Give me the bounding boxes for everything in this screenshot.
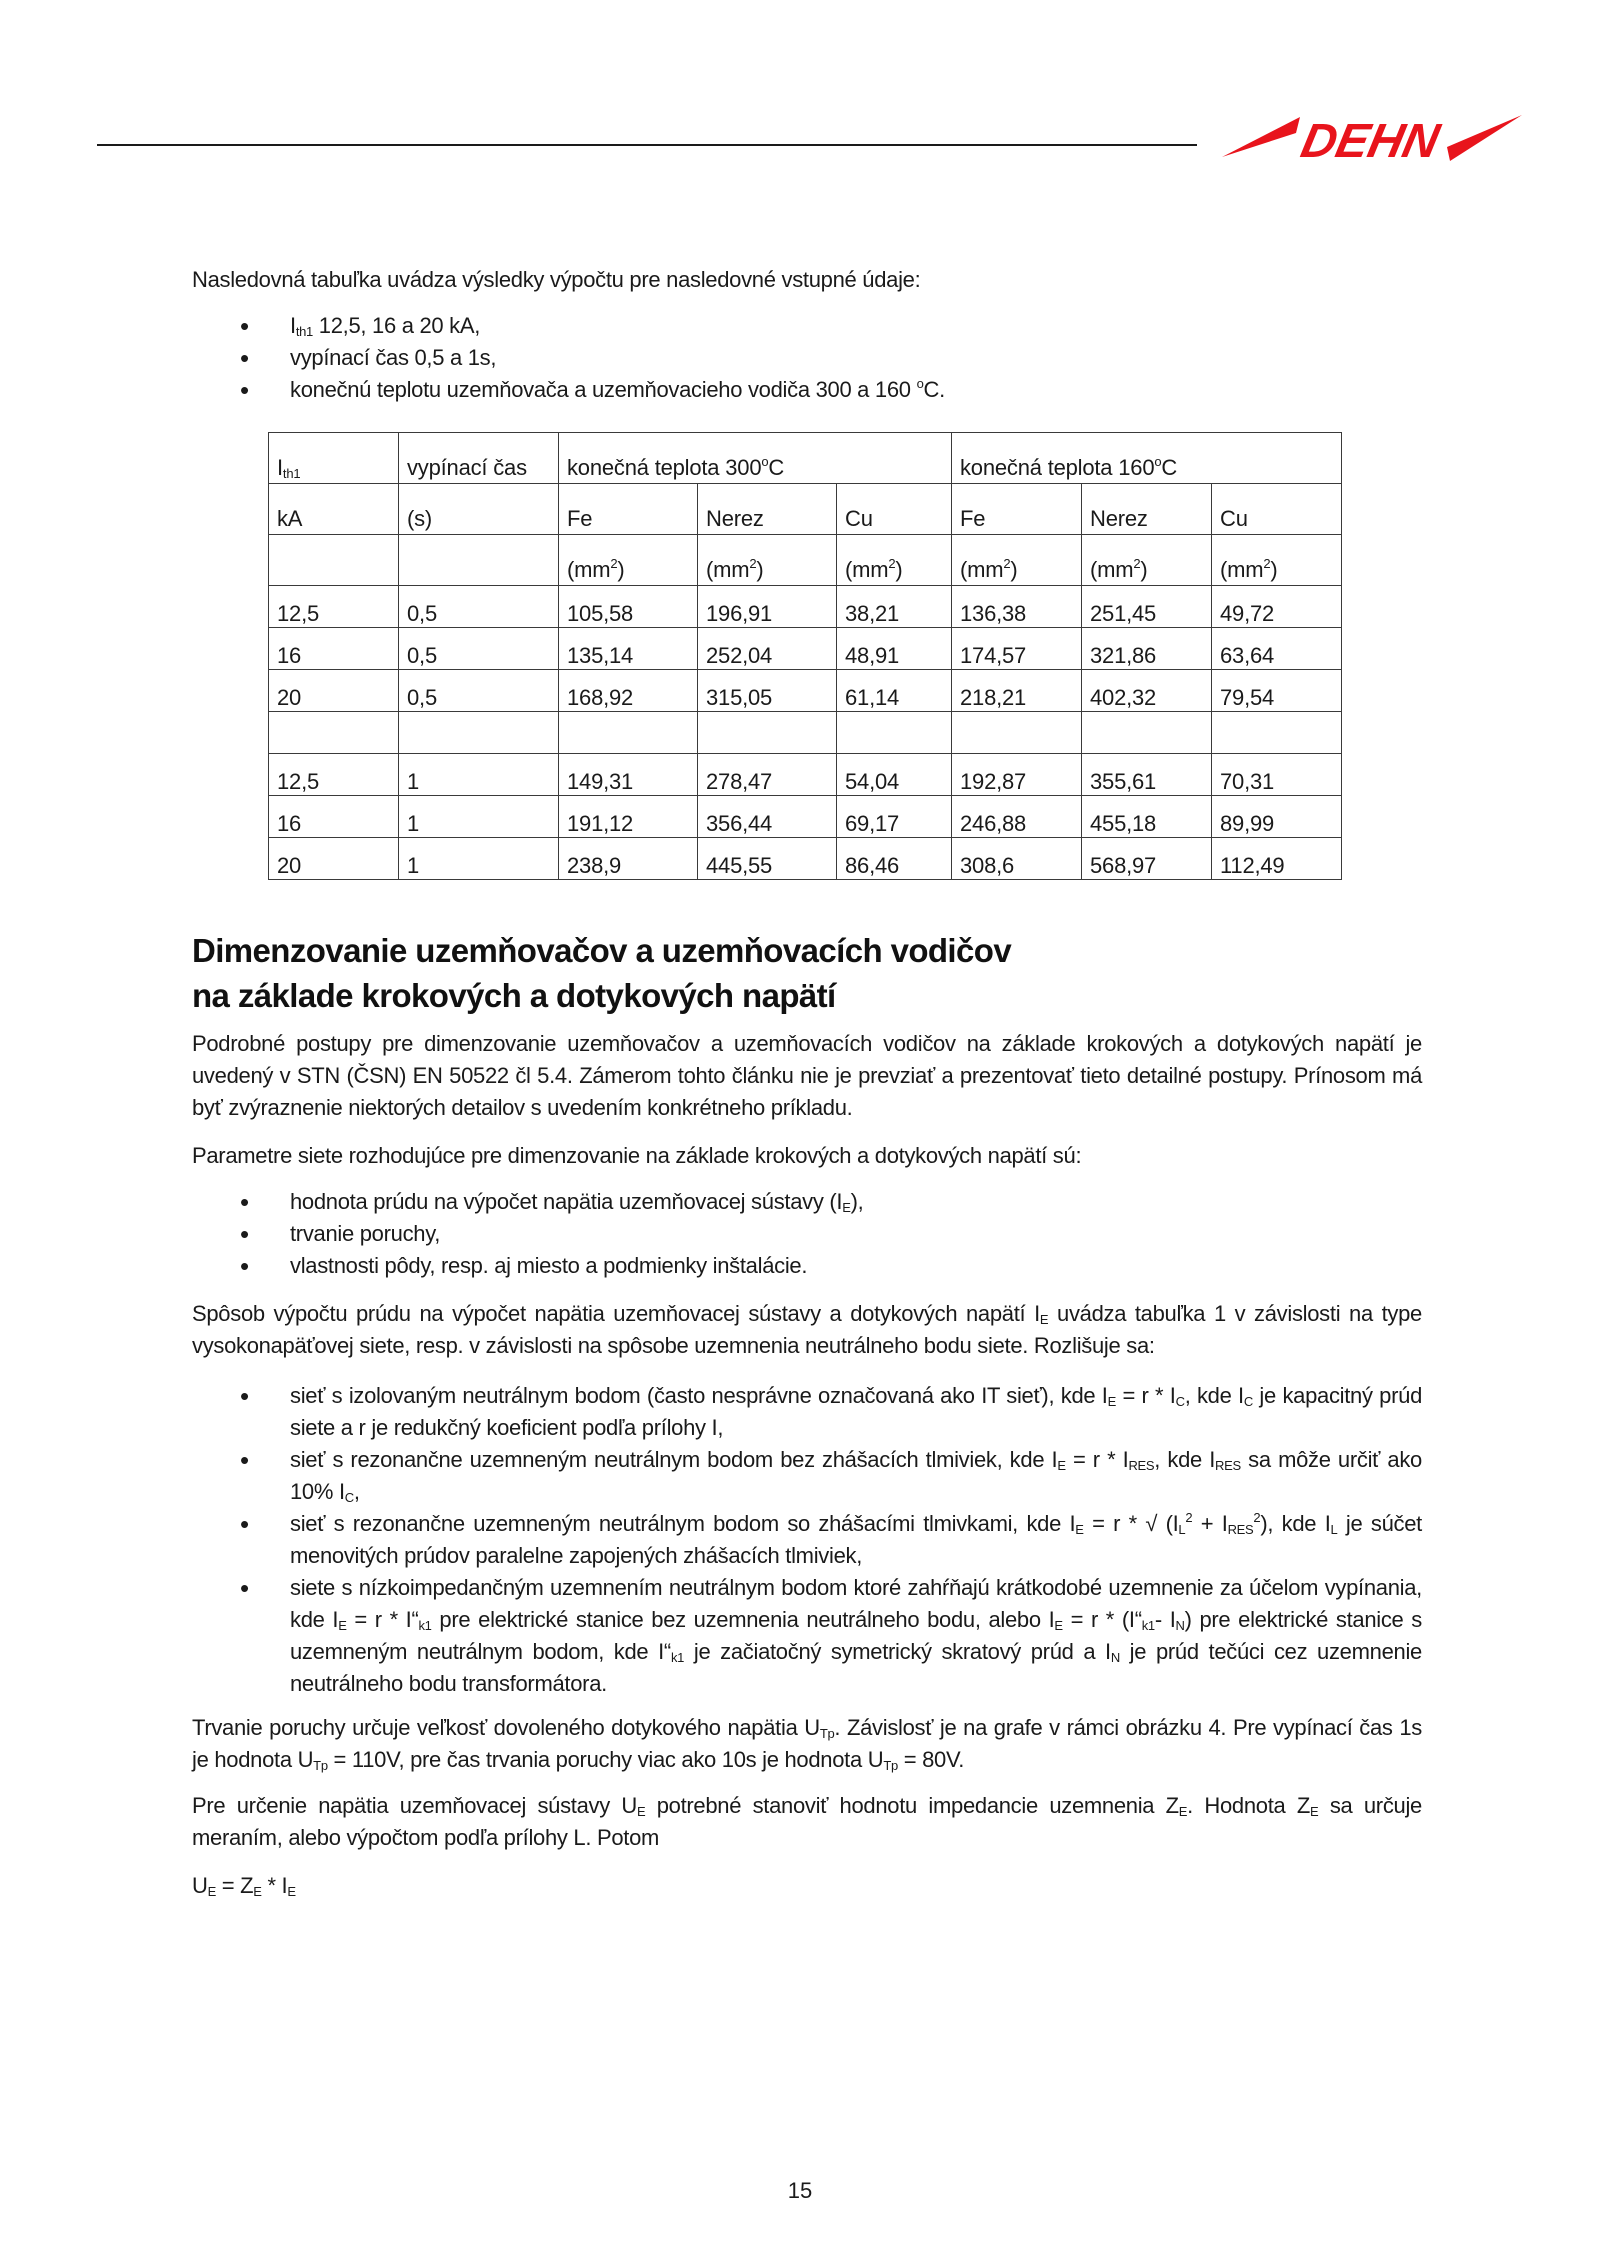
header-rule: [97, 144, 1197, 146]
table-cell: 105,58: [559, 586, 698, 628]
table-cell: 86,46: [837, 838, 952, 880]
unit-cell: $(mm^2)$: [698, 535, 837, 586]
list-item: • trvanie poruchy,: [192, 1218, 1422, 1250]
table-row: [269, 586, 1342, 628]
dehn-logo: [1222, 95, 1522, 175]
network-parameters-list: [192, 1186, 1422, 1282]
intro-text: Nasledovná tabuľka uvádza výsledky výpočtu pre nasledovné vstupné údaje:: [192, 267, 921, 292]
table-cell: 149,31: [559, 754, 698, 796]
table-cell: 568,97: [1082, 838, 1212, 880]
paragraph: Spôsob výpočtu prúdu na výpočet napätia uzemňovacej sústavy a dotykových napätí $I_E$ uvádza tabuľka 1 v závislosti na type vysokonapäťovej siete, resp. v závislosti na spôsobe uzemnenia neutrálneho bodu siete. Rozlišuje sa:: [192, 1301, 1422, 1358]
table-cell: 168,92: [559, 670, 698, 712]
list-item: • siete s nízkoimpedančným uzemnením neutrálnym bodom ktoré zahŕňajú krátkodobé uzemnenie za účelom vypínania, kde $I_E = r$ * $I“_{k1}$ pre elektrické stanice bez uzemnenia neutrálneho bodu, alebo $I_E = r$ * ($I“_{k1}-$ $I_N$) pre elektrické stanice s uzemneným neutrálnym bodom, kde $I“_{k1}$ je začiatočný symetrický skratový prúd a $I_N$ je prúd tečúci cez uzemnenie neutrálneho bodu transformátora.: [192, 1572, 1422, 1700]
table-cell: 252,04: [698, 628, 837, 670]
table-cell: 135,14: [559, 628, 698, 670]
table-cell: [952, 712, 1082, 754]
table-header-group-300: konečná teplota 300$^o$C: [559, 433, 952, 484]
table-cell: 0,5: [399, 670, 559, 712]
table-cell: [1212, 712, 1342, 754]
dehn-logo-icon: [1222, 95, 1522, 175]
table-cell: 174,57: [952, 628, 1082, 670]
list-item: • sieť s izolovaným neutrálnym bodom (často nesprávne označovaná ako IT sieť), kde $I_E = r * I_C$, kde $I_C$ je kapacitný prúd siete a r je redukčný koeficient podľa prílohy I,: [192, 1380, 1422, 1444]
table-cell: 1: [399, 838, 559, 880]
table-cell: 0,5: [399, 586, 559, 628]
table-header-group-160: konečná teplota 160$^o$C: [952, 433, 1342, 484]
table-cell: 63,64: [1212, 628, 1342, 670]
table-header-cell: $I_{th1}$: [269, 433, 399, 484]
list-item: • vlastnosti pôdy, resp. aj miesto a podmienky inštalácie.: [192, 1250, 1422, 1282]
table-cell: 20: [269, 838, 399, 880]
section-block: [192, 928, 1422, 1902]
table-header-cell: vypínací čas: [399, 433, 559, 484]
table-cell: 445,55: [698, 838, 837, 880]
table-row: [269, 754, 1342, 796]
section-heading: Dimenzovanie uzemňovačov a uzemňovacích vodičov na základe krokových a dotykových napätí: [192, 932, 1012, 1014]
table-cell: 308,6: [952, 838, 1082, 880]
table-cell: 61,14: [837, 670, 952, 712]
network-types-list: [192, 1380, 1422, 1700]
list-item: • hodnota prúdu na výpočet napätia uzemňovacej sústavy $(I_E)$,: [192, 1186, 1422, 1218]
intro-block: [192, 264, 1422, 406]
table-cell: 402,32: [1082, 670, 1212, 712]
table-cell: 1: [399, 796, 559, 838]
table-cell: 356,44: [698, 796, 837, 838]
table-cell: 218,21: [952, 670, 1082, 712]
table-cell: 192,87: [952, 754, 1082, 796]
table-header-row: [269, 433, 1342, 484]
table-header-cell: (s): [399, 484, 559, 535]
table-cell: 251,45: [1082, 586, 1212, 628]
table-cell: 196,91: [698, 586, 837, 628]
list-item: • sieť s rezonančne uzemneným neutrálnym bodom so zhášacími tlmivkami, kde $I_E = r$ * √ $(I_L^2 + I_{RES}^2)$, kde $I_L$ je súčet menovitých prúdov paralelne zapojených zhášacích tlmiviek,: [192, 1508, 1422, 1572]
list-item: • vypínací čas 0,5 a 1s,: [192, 342, 1422, 374]
logo-text: DEHN: [1296, 114, 1444, 168]
unit-cell: $(mm^2)$: [952, 535, 1082, 586]
input-parameters-list: [192, 310, 1422, 406]
table-row: [269, 796, 1342, 838]
table-header-cell: Fe: [952, 484, 1082, 535]
table-cell: 238,9: [559, 838, 698, 880]
table-cell: 0,5: [399, 628, 559, 670]
table-cell: [399, 712, 559, 754]
table-cell: 79,54: [1212, 670, 1342, 712]
paragraph: Parametre siete rozhodujúce pre dimenzovanie na základe krokových a dotykových napätí sú:: [192, 1143, 1082, 1168]
paragraph: Podrobné postupy pre dimenzovanie uzemňovačov a uzemňovacích vodičov na základe krokových a dotykových napätí je uvedený v STN (ČSN) EN 50522 čl 5.4. Zámerom tohto článku nie je prevziať a prezentovať tieto detailné postupy. Prínosom má byť zvýraznenie niektorých detailov s uvedením konkrétneho príkladu.: [192, 1031, 1422, 1120]
unit-cell: $(mm^2)$: [559, 535, 698, 586]
table-cell: 89,99: [1212, 796, 1342, 838]
unit-cell: $(mm^2)$: [1082, 535, 1212, 586]
table-header-cell: Cu: [1212, 484, 1342, 535]
table-cell: 246,88: [952, 796, 1082, 838]
table-cell: [698, 712, 837, 754]
table-header-cell: Nerez: [1082, 484, 1212, 535]
table-cell: 12,5: [269, 586, 399, 628]
table-header-row: [269, 484, 1342, 535]
table-cell: [837, 712, 952, 754]
list-item: • sieť s rezonančne uzemneným neutrálnym bodom bez zhášacích tlmiviek, kde $I_E = r * I_{RES}$, kde $I_{RES}$ sa môže určiť ako 10% $I_C$,: [192, 1444, 1422, 1508]
table-cell: 54,04: [837, 754, 952, 796]
table-row: [269, 670, 1342, 712]
table-cell: 112,49: [1212, 838, 1342, 880]
table-spacer-row: [269, 712, 1342, 754]
table-header-cell: Fe: [559, 484, 698, 535]
unit-cell: $(mm^2)$: [837, 535, 952, 586]
table-cell: [1082, 712, 1212, 754]
table-cell: [269, 712, 399, 754]
page-number: 15: [787, 2178, 813, 2203]
list-item: • $I_{th1}$ 12,5, 16 a 20 kA,: [192, 310, 1422, 342]
table-row: [269, 628, 1342, 670]
list-item: • konečnú teplotu uzemňovača a uzemňovacieho vodiča 300 a 160 $^o$C.: [192, 374, 1422, 406]
table-cell: 48,91: [837, 628, 952, 670]
table-cell: 355,61: [1082, 754, 1212, 796]
table-cell: [559, 712, 698, 754]
table-cell: 69,17: [837, 796, 952, 838]
table-cell: 70,31: [1212, 754, 1342, 796]
table-cell: 136,38: [952, 586, 1082, 628]
table-cell: 20: [269, 670, 399, 712]
table-cell: 278,47: [698, 754, 837, 796]
table-body: [269, 586, 1342, 880]
table-cell: 191,12: [559, 796, 698, 838]
cross-section-table: [268, 432, 1342, 880]
table-cell: 12,5: [269, 754, 399, 796]
paragraph: Pre určenie napätia uzemňovacej sústavy $U_E$ potrebné stanoviť hodnotu impedancie uzemnenia $Z_E$. Hodnota $Z_E$ sa určuje meraním, alebo výpočtom podľa prílohy L. Potom: [192, 1793, 1422, 1850]
table-cell: 16: [269, 628, 399, 670]
paragraph: Trvanie poruchy určuje veľkosť dovoleného dotykového napätia $U_{Tp}$. Závislosť je na grafe v rámci obrázku 4. Pre vypínací čas 1s je hodnota $U_{Tp} = 110V$, pre čas trvania poruchy viac ako 10s je hodnota $U_{Tp} = 80V$.: [192, 1715, 1422, 1773]
formula: $U_E = Z_E * I_E$: [192, 1873, 296, 1899]
table-cell: 315,05: [698, 670, 837, 712]
table-cell: 16: [269, 796, 399, 838]
table-header-cell: Nerez: [698, 484, 837, 535]
table-row: [269, 838, 1342, 880]
table-cell: 38,21: [837, 586, 952, 628]
table-cell: 1: [399, 754, 559, 796]
table-cell: 321,86: [1082, 628, 1212, 670]
table-cell: 49,72: [1212, 586, 1342, 628]
table-cell: 455,18: [1082, 796, 1212, 838]
table-header-cell: kA: [269, 484, 399, 535]
table-header-cell: Cu: [837, 484, 952, 535]
table-unit-row: [269, 535, 1342, 586]
unit-cell: $(mm^2)$: [1212, 535, 1342, 586]
